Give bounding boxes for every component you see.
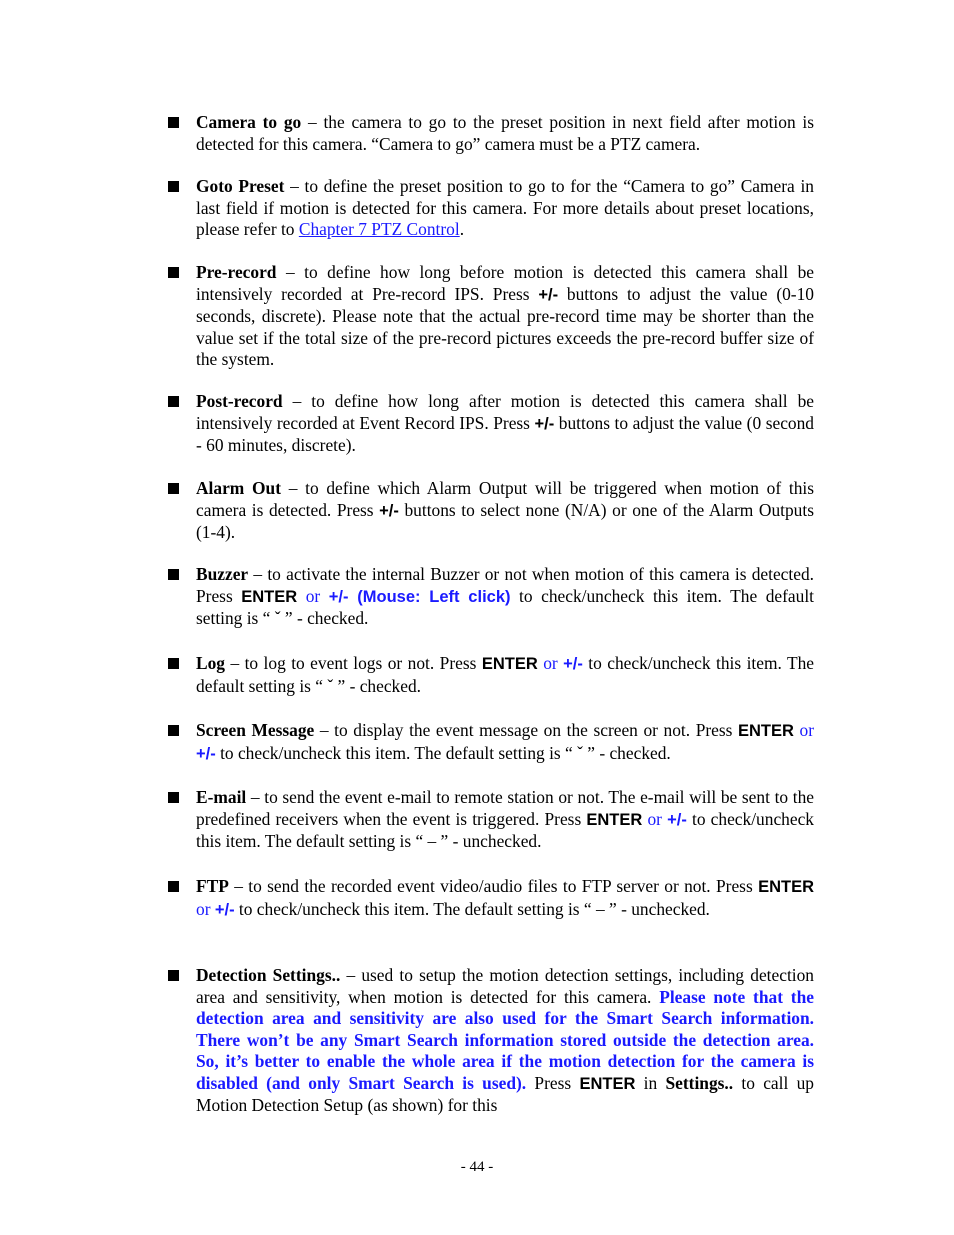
key-enter: ENTER	[241, 587, 298, 606]
list-item-e-mail	[166, 787, 818, 853]
settings-term: Settings..	[665, 1072, 734, 1093]
square-bullet-icon	[168, 181, 179, 192]
key-plus-minus: +/-	[563, 655, 583, 673]
item-term: FTP	[196, 876, 229, 896]
item-term: Buzzer	[196, 564, 249, 584]
smart-search-note: Please note that the detection area and sensitivity are also used for the Smart Search information. There won’t be any Smart Search information stored outside the detection area. So, it’s better to enable the whole area if the motion detection for the camera is disabled (and only Smart Search is used).	[196, 986, 814, 1093]
item-term: Pre-record	[196, 262, 277, 282]
square-bullet-icon	[168, 792, 179, 803]
list-item-ftp	[166, 876, 818, 921]
item-term: Camera to go	[196, 112, 302, 132]
item-text: Post-record – to define how long after motion is detected this camera shall be intensively recorded at Event Record IPS. Press +/- buttons to adjust the value (0 second - 60 minutes, discrete).	[196, 391, 814, 455]
square-bullet-icon	[168, 483, 179, 494]
list-item-post-record	[166, 391, 818, 457]
square-bullet-icon	[168, 725, 179, 736]
item-text: FTP – to send the recorded event video/audio files to FTP server or not. Press ENTER or +/- to check/uncheck this item. The default setting is “ – ” - unchecked.	[196, 876, 814, 919]
list-item-detection-settings	[166, 965, 818, 1117]
item-text: Screen Message – to display the event message on the screen or not. Press ENTER or +/- to check/uncheck this item. The default setting is “ ˇ ” - checked.	[196, 720, 815, 763]
key-enter: ENTER	[586, 810, 643, 829]
key-plus-minus: +/-	[379, 501, 399, 520]
list-item-buzzer	[166, 564, 818, 630]
item-term: Detection Settings..	[196, 965, 341, 985]
item-text: Detection Settings.. – used to setup the motion detection settings, including detection area and sensitivity, when motion is detected for this camera. Please note that the detection area and sensitivity are also used for the Smart Search information. There won’t be any Smart Search information stored outside the detection area. So, it’s better to enable the whole area if the motion detection for the camera is disabled (and only Smart Search is used). Press ENTER in Settings.. to call up Motion Detection Setup (as shown) for this	[196, 965, 814, 1115]
item-term: E-mail	[196, 787, 247, 807]
key-enter: ENTER	[758, 878, 814, 896]
list-item-alarm-out	[166, 478, 818, 544]
list-item-camera-to-go	[166, 112, 818, 155]
item-text: E-mail – to send the event e-mail to remote station or not. The e-mail will be sent to the predefined receivers when the event is triggered. Press ENTER or +/- to check/uncheck this item. The default setting is “ – ” - unchecked.	[196, 787, 814, 851]
square-bullet-icon	[168, 117, 179, 128]
list-item-pre-record	[166, 262, 818, 371]
key-plus-minus: +/-	[214, 900, 235, 919]
key-plus-minus: +/-	[534, 414, 555, 433]
square-bullet-icon	[168, 396, 179, 407]
square-bullet-icon	[168, 267, 179, 278]
item-term: Log	[196, 653, 225, 673]
key-enter: ENTER	[481, 655, 538, 673]
list-item-goto-preset	[166, 176, 818, 241]
square-bullet-icon	[168, 970, 179, 981]
item-text: Pre-record – to define how long before motion is detected this camera shall be intensively recorded at Pre-record IPS. Press +/- buttons to adjust the value (0-10 seconds, discrete). Please note that the actual pre-record time may be shorter than the value set if the total size of the pre-record pictures exceeds the pre-record buffer size of the system.	[196, 262, 814, 369]
item-text: Goto Preset – to define the preset position to go to for the “Camera to go” Camera in last field if motion is detected for this camera. For more details about preset locations, please refer to Chapter 7 PTZ Control.	[196, 176, 814, 239]
key-enter: ENTER	[738, 722, 794, 740]
item-text: Alarm Out – to define which Alarm Output will be triggered when motion of this camera is detected. Press +/- buttons to select none (N/A) or one of the Alarm Outputs (1-4).	[196, 478, 814, 542]
item-text: Buzzer – to activate the internal Buzzer or not when motion of this camera is detected. Press ENTER or +/- (Mouse: Left click) to check/uncheck this item. The default setting is “ ˇ ” - checked.	[196, 564, 814, 628]
item-term: Screen Message	[196, 720, 315, 740]
list-item-screen-message	[166, 720, 818, 765]
list-item-log	[166, 653, 818, 697]
key-enter: ENTER	[579, 1074, 636, 1093]
item-term: Alarm Out	[196, 478, 281, 498]
page-number: - 44 -	[460, 1159, 494, 1175]
square-bullet-icon	[168, 569, 179, 580]
item-term: Post-record	[196, 391, 283, 411]
item-text: Log – to log to event logs or not. Press ENTER or +/- to check/uncheck this item. The default setting is “ ˇ ” - checked.	[196, 653, 815, 696]
key-plus-minus: +/-	[667, 810, 687, 829]
key-plus-minus: +/-	[196, 744, 216, 763]
square-bullet-icon	[168, 881, 179, 892]
item-term: Goto Preset	[196, 176, 285, 196]
item-text: Camera to go – the camera to go to the preset position in next field after motion is detected for this camera. “Camera to go” camera must be a PTZ camera.	[196, 112, 815, 154]
key-plus-minus-mouse: +/- (Mouse: Left click)	[328, 587, 511, 606]
chapter-7-ptz-control-link[interactable]: Chapter 7 PTZ Control	[298, 219, 460, 239]
key-plus-minus: +/-	[538, 285, 559, 304]
square-bullet-icon	[168, 658, 179, 669]
